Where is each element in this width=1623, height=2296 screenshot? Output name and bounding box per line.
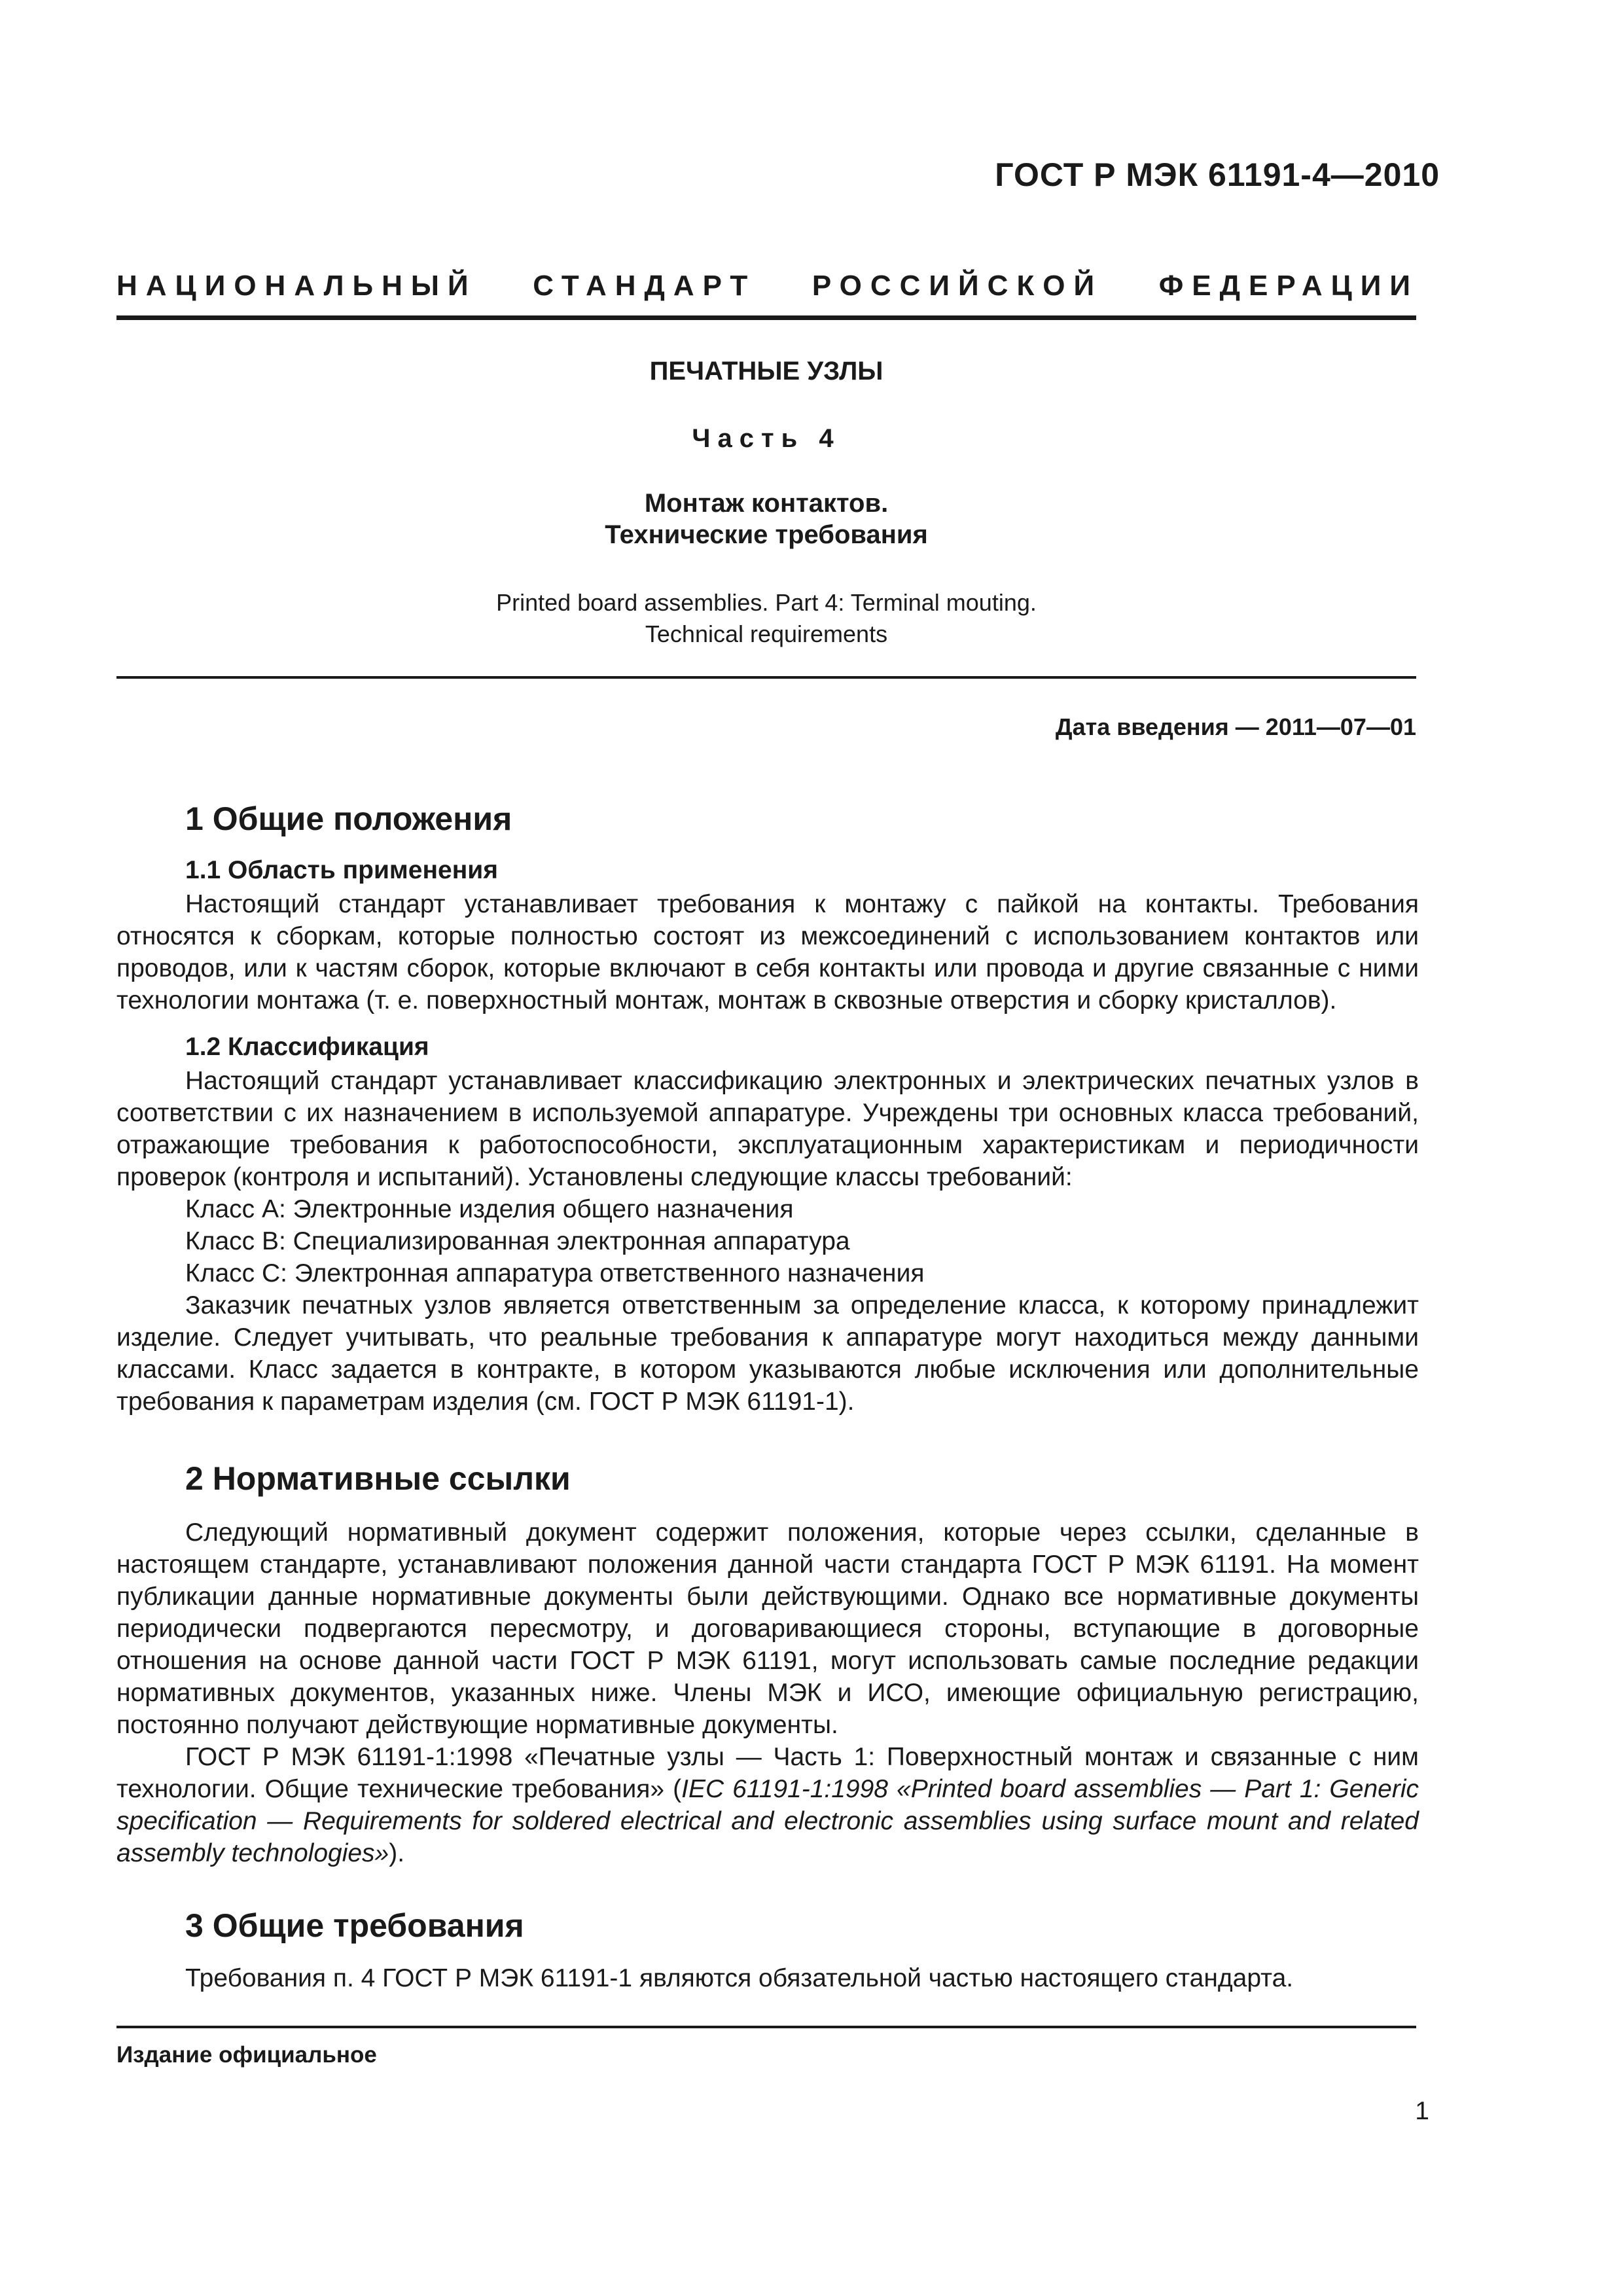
footer-divider bbox=[116, 2026, 1416, 2028]
document-subtitle bbox=[116, 488, 1416, 550]
paragraph: Заказчик печатных узлов является ответственным за определение класса, к которому принадлежит изделие. Следует учитывать, что реальные требования к аппаратуре могут находиться между данными классами. Класс задается в контракте, в котором указываются любые исключения или дополнительные требования к параметрам изделия (см. ГОСТ Р МЭК 61191-1). bbox=[116, 1291, 1419, 1416]
class-list-item: Класс A: Электронные изделия общего назначения bbox=[185, 1195, 794, 1223]
class-list-item: Класс B: Специализированная электронная аппаратура bbox=[185, 1227, 850, 1255]
reference-english: IEC 61191-1:1998 «Printed board assemblies — Part 1: Generic specification — Requirements for soldered electrical and electronic assemblies using surface mount and related assembly technologies» bbox=[116, 1775, 1419, 1867]
subtitle-line-1: Монтаж контактов. bbox=[644, 489, 889, 518]
section-1-heading: 1 Общие положения bbox=[185, 800, 512, 837]
section-1-1-heading: 1.1 Область применения bbox=[185, 856, 498, 884]
section-3-text bbox=[116, 1962, 1419, 1994]
section-1-2-text-2 bbox=[116, 1289, 1419, 1418]
edition-label: Издание официальное bbox=[116, 2042, 377, 2068]
national-standard-banner: НАЦИОНАЛЬНЫЙ СТАНДАРТ РОССИЙСКОЙ ФЕДЕРАЦИИ bbox=[116, 270, 1419, 302]
paragraph: Требования п. 4 ГОСТ Р МЭК 61191-1 являются обязательной частью настоящего стандарта. bbox=[185, 1964, 1294, 1992]
english-title-line-2: Technical requirements bbox=[645, 620, 888, 647]
subtitle-line-2: Технические требования bbox=[605, 520, 928, 549]
document-part: Часть 4 bbox=[692, 424, 841, 453]
english-title bbox=[116, 587, 1416, 650]
section-1-2-text bbox=[116, 1065, 1419, 1193]
english-title-line-1: Printed board assemblies. Part 4: Terminal mouting. bbox=[496, 589, 1037, 616]
document-title: ПЕЧАТНЫЕ УЗЛЫ bbox=[649, 357, 883, 386]
paragraph: Следующий нормативный документ содержит положения, которые через ссылки, сделанные в настоящем стандарте, устанавливают положения данной части стандарта ГОСТ Р МЭК 61191. На момент публикации данные нормативные документы были действующими. Однако все нормативные документы периодически подвергаются пересмотру, и договаривающиеся стороны, вступающие в договорные отношения на основе данной части ГОСТ Р МЭК 61191, могут использовать самые последние редакции нормативных документов, указанных ниже. Члены МЭК и ИСО, имеющие официальную регистрацию, постоянно получают действующие нормативные документы. bbox=[116, 1518, 1419, 1739]
paragraph: Настоящий стандарт устанавливает классификацию электронных и электрических печатных узлов в соответствии с их назначением в используемой аппаратуре. Учреждены три основных класса требований, отражающие требования к работоспособности, эксплуатационным характеристикам и периодичности проверок (контроля и испытаний). Установлены следующие классы требований: bbox=[116, 1067, 1419, 1191]
section-2-text bbox=[116, 1516, 1419, 1869]
reference-paragraph bbox=[116, 1741, 1419, 1869]
title-divider bbox=[116, 676, 1416, 679]
page-number: 1 bbox=[1415, 2097, 1429, 2125]
reference-end: ). bbox=[389, 1839, 405, 1867]
class-list-item: Класс C: Электронная аппаратура ответственного назначения bbox=[185, 1259, 925, 1287]
section-1-1-text bbox=[116, 888, 1419, 1016]
section-1-2-heading: 1.2 Классификация bbox=[185, 1033, 429, 1061]
reference-text: ГОСТ Р МЭК 61191-1:1998 «Печатные узлы — Часть 1: Поверхностный монтаж и связанные с ним технологии. Общие технические требования» ( bbox=[116, 1743, 1419, 1803]
section-3-heading: 3 Общие требования bbox=[185, 1907, 524, 1944]
header-divider bbox=[116, 315, 1416, 320]
introduction-date: Дата введения — 2011—07—01 bbox=[1055, 713, 1416, 740]
gost-code: ГОСТ Р МЭК 61191-4—2010 bbox=[995, 156, 1440, 193]
paragraph: Настоящий стандарт устанавливает требования к монтажу с пайкой на контакты. Требования относятся к сборкам, которые полностью состоят из межсоединений с использованием контактов или проводов, или к частям сборок, которые включают в себя контакты или провода и другие связанные с ними технологии монтажа (т. е. поверхностный монтаж, монтаж в сквозные отверстия и сборку кристаллов). bbox=[116, 890, 1419, 1014]
section-2-heading: 2 Нормативные ссылки bbox=[185, 1460, 571, 1497]
